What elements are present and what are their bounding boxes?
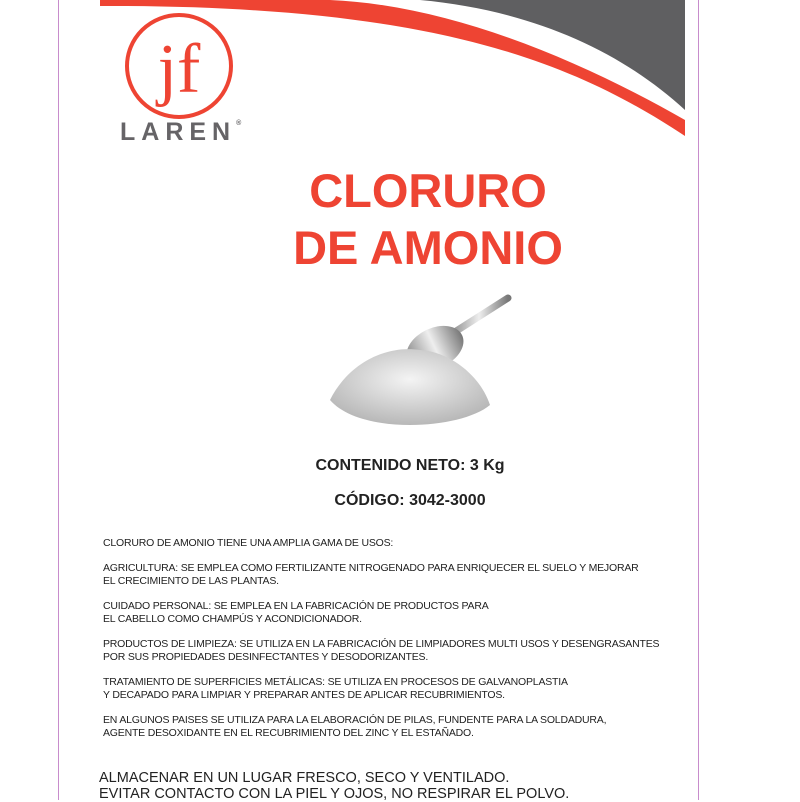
- brand-name: LAREN®: [120, 118, 242, 146]
- brand-logo: [124, 12, 234, 120]
- warning-storage: ALMACENAR EN UN LUGAR FRESCO, SECO Y VENTILADO.: [99, 770, 510, 786]
- usage-paragraph: CUIDADO PERSONAL: SE EMPLEA EN LA FABRICACIÓN DE PRODUCTOS PARA EL CABELLO COMO CHAMPÚS Y ACONDICIONADOR.: [103, 600, 489, 625]
- product-title-line1: CLORURO: [309, 164, 547, 217]
- usage-paragraph: AGRICULTURA: SE EMPLEA COMO FERTILIZANTE NITROGENADO PARA ENRIQUECER EL SUELO Y MEJORAR EL CRECIMIENTO DE LAS PLANTAS.: [103, 562, 639, 587]
- warning-contact: EVITAR CONTACTO CON LA PIEL Y OJOS, NO RESPIRAR EL POLVO.: [99, 786, 570, 802]
- usage-intro: CLORURO DE AMONIO TIENE UNA AMPLIA GAMA DE USOS:: [103, 537, 394, 549]
- usage-paragraph: EN ALGUNOS PAISES SE UTILIZA PARA LA ELABORACIÓN DE PILAS, FUNDENTE PARA LA SOLDADURA, AGENTE DESOXIDANTE EN EL RECUBRIMIENTO DEL ZINC Y EL ESTAÑADO.: [103, 714, 607, 739]
- product-code: CÓDIGO: 3042-3000: [334, 492, 486, 509]
- usage-paragraph: TRATAMIENTO DE SUPERFICIES METÁLICAS: SE UTILIZA EN PROCESOS DE GALVANOPLASTIA Y DECAPADO PARA LIMPIAR Y PREPARAR ANTES DE APLICAR RECUBRIMIENTOS.: [103, 676, 568, 701]
- logo-letters: jf: [157, 31, 201, 108]
- powder-scoop-image: [320, 290, 520, 440]
- storage-warnings: [99, 770, 569, 802]
- usage-section: [103, 537, 723, 752]
- usage-paragraph: PRODUCTOS DE LIMPIEZA: SE UTILIZA EN LA FABRICACIÓN DE LIMPIADORES MULTI USOS Y DESENGRASANTES POR SUS PROPIEDADES DESINFECTANTES Y DESODORIZANTES.: [103, 638, 660, 663]
- product-title-line2: DE AMONIO: [293, 221, 563, 274]
- net-content: CONTENIDO NETO: 3 Kg: [315, 457, 505, 474]
